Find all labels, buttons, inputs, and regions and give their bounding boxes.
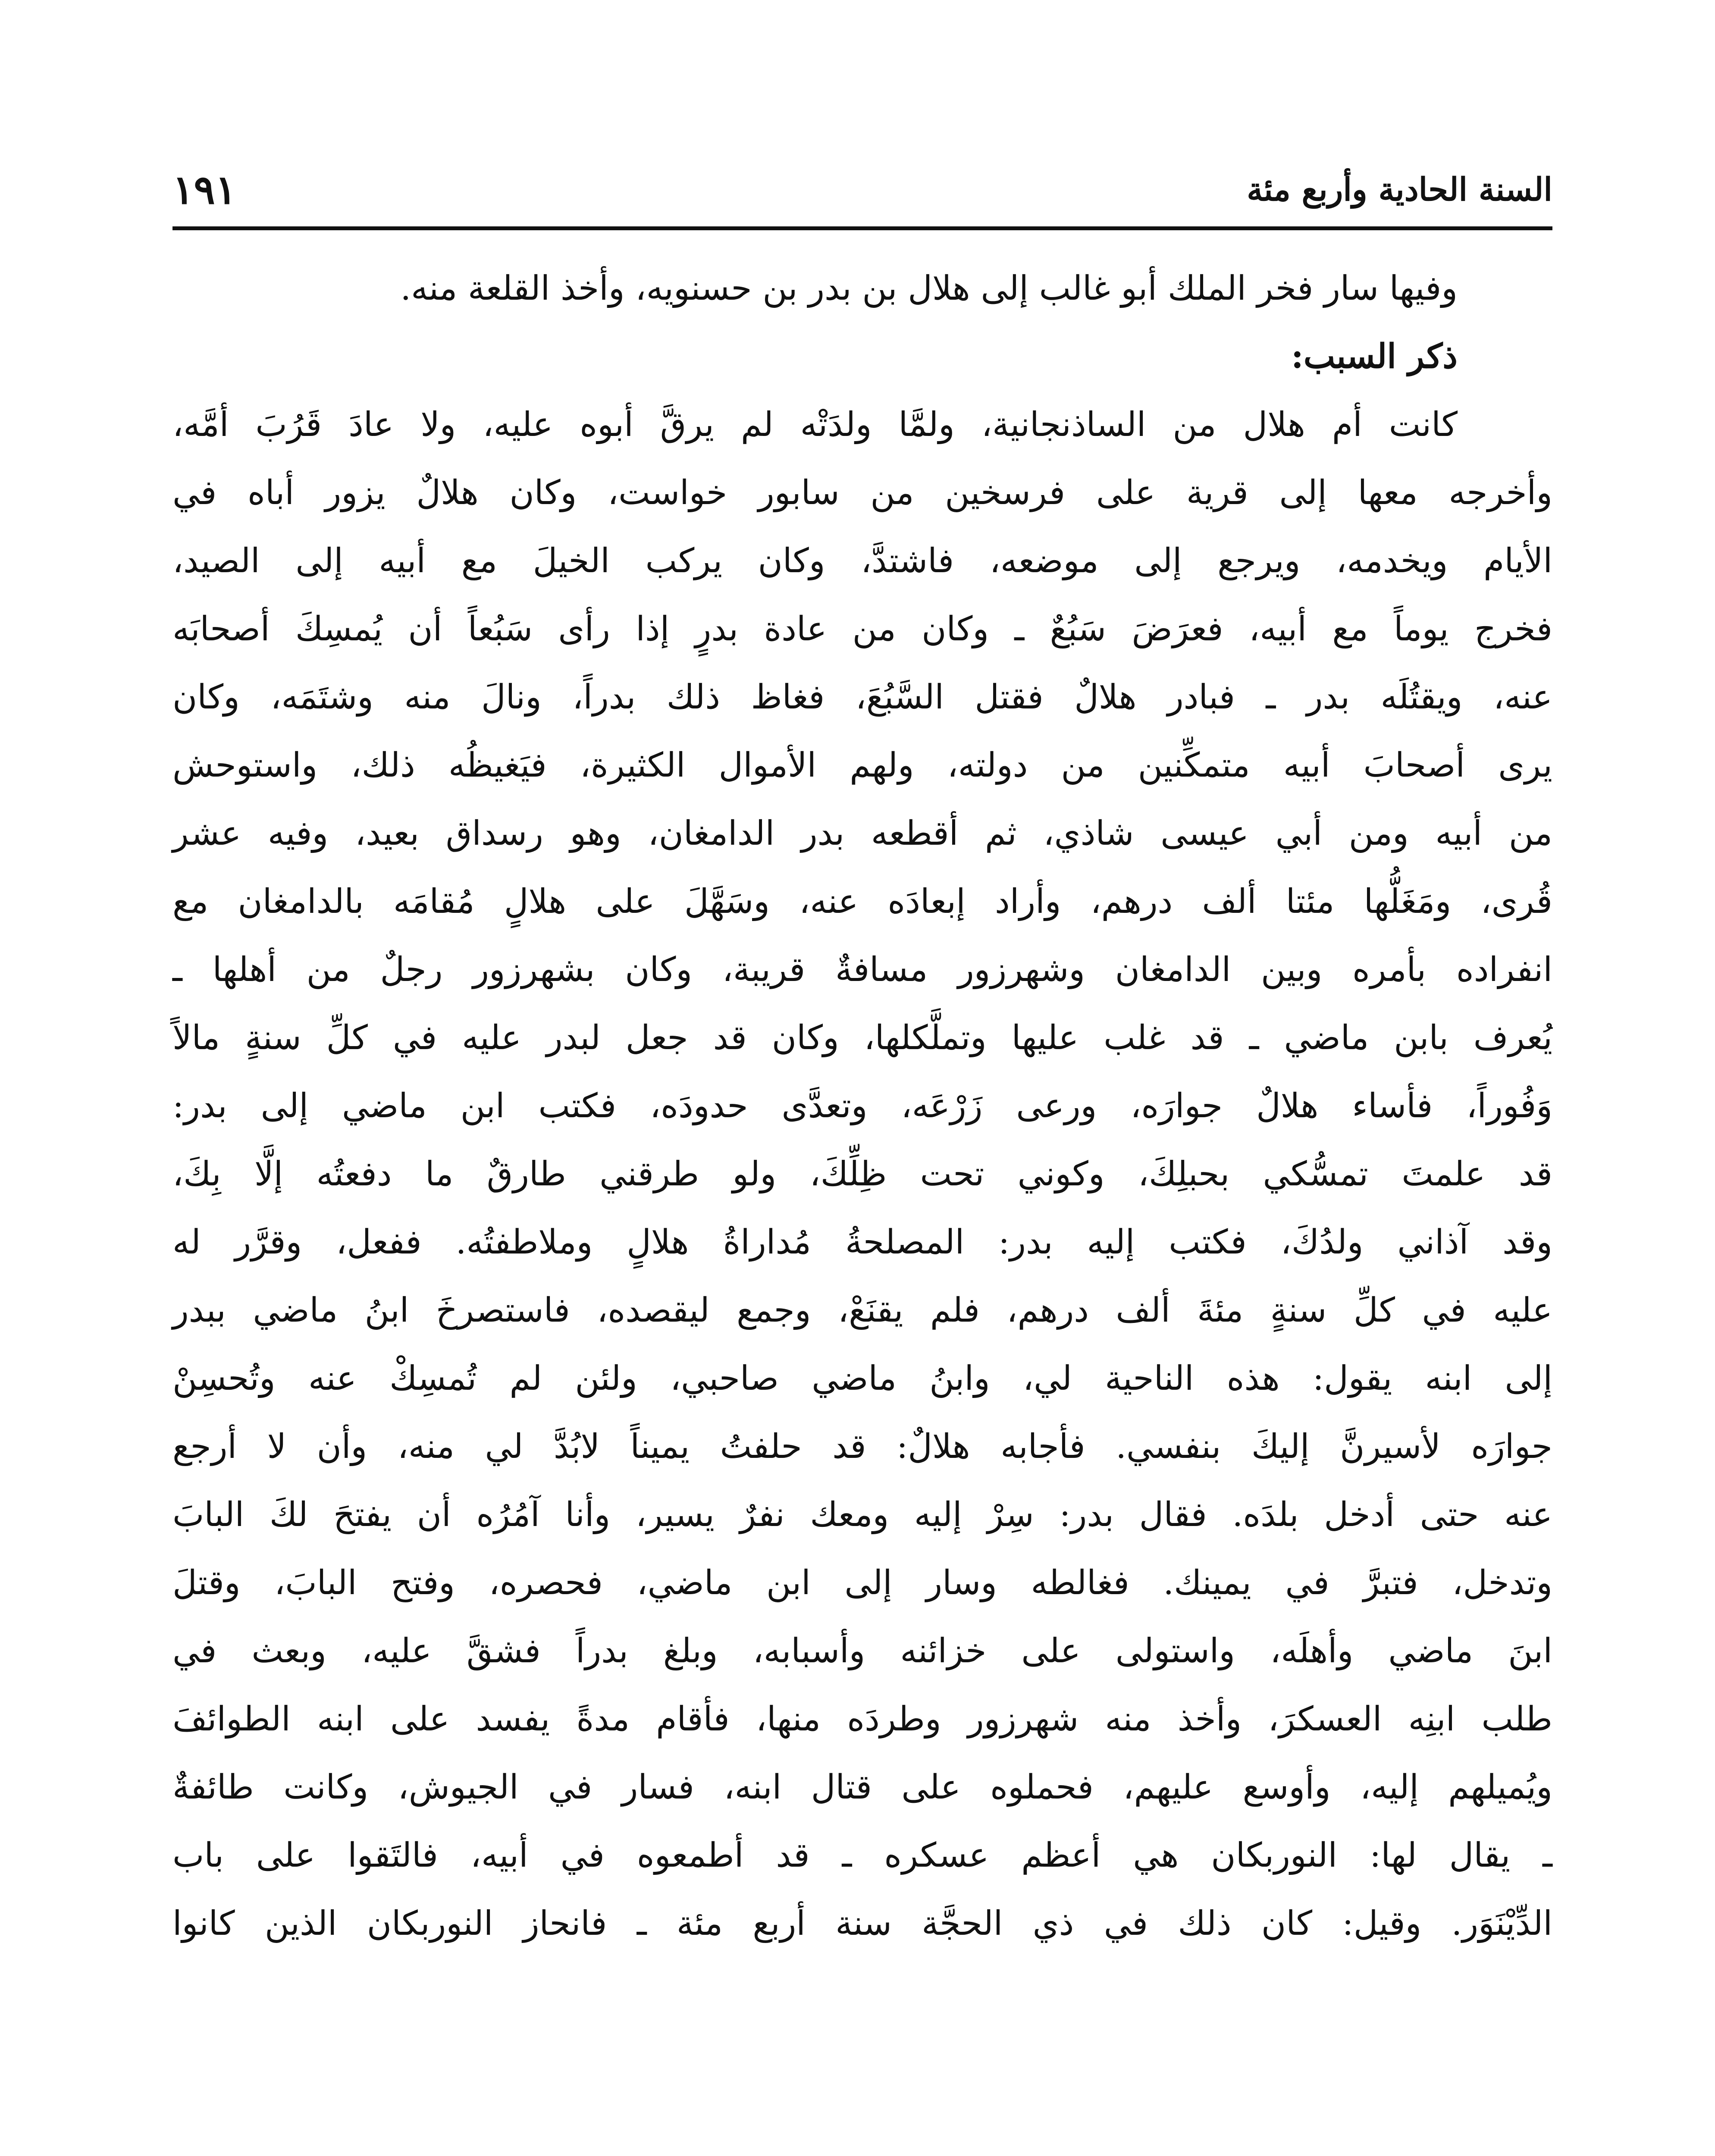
text-line: يرى أصحابَ أبيه متمكِّنين من دولته، ولهم الأموال الكثيرة، فيَغيظُه ذلك، واستوحش [172,746,1552,785]
text-line: طلب ابنِه العسكرَ، وأخذ منه شهرزور وطردَه منها، فأقام مدةً يفسد على ابنه الطوائفَ [172,1700,1552,1739]
text-line: وقد آذاني ولدُكَ، فكتب إليه بدر: المصلحةُ مُداراةُ هلالٍ وملاطفتُه. ففعل، وقرَّر له [172,1223,1552,1262]
text-line: إلى ابنه يقول: هذه الناحية لي، وابنُ ماضي صاحبي، ولئن لم تُمسِكْ عنه وتُحسِنْ [172,1359,1552,1398]
text-line: وَفُوراً، فأساء هلالٌ جوارَه، ورعى زَرْعَه، وتعدَّى حدودَه، فكتب ابن ماضي إلى بدر: [172,1087,1552,1125]
text-line: قُرى، ومَغَلُّها مئتا ألف درهم، وأراد إبعادَه عنه، وسَهَّلَ على هلالٍ مُقامَه بالدامغان مع [172,882,1552,921]
text-line: ـ يقال لها: النوربكان هي أعظم عسكره ـ قد أطمعوه في أبيه، فالتَقوا على باب [172,1836,1552,1875]
text-line: يُعرف بابن ماضي ـ قد غلب عليها وتملَّكلها، وكان قد جعل لبدر عليه في كلِّ سنةٍ مالاً [172,1018,1552,1057]
text-line: وأخرجه معها إلى قرية على فرسخين من سابور خواست، وكان هلالٌ يزور أباه في [172,473,1552,512]
book-page [172,0,1552,2156]
header-divider [172,226,1552,230]
running-title: السنة الحادية وأربع مئة [1247,171,1552,208]
section-heading: ذكر السبب: [1291,337,1458,376]
text-line: ويُميلهم إليه، وأوسع عليهم، فحملوه على قتال ابنه، فسار في الجيوش، وكانت طائفةٌ [172,1768,1552,1807]
text-line: انفراده بأمره وبين الدامغان وشهرزور مسافةٌ قريبة، وكان بشهرزور رجلٌ من أهلها ـ [172,950,1552,989]
text-line: كانت أم هلال من الساذنجانية، ولمَّا ولدَتْه لم يرقَّ أبوه عليه، ولا عادَ قَرُبَ أمَّه، [172,405,1458,444]
text-line: الأيام ويخدمه، ويرجع إلى موضعه، فاشتدَّ، وكان يركب الخيلَ مع أبيه إلى الصيد، [172,542,1552,580]
text-line: قد علمتَ تمسُّكي بحبلِكَ، وكوني تحت ظِلِّكَ، ولو طرقني طارقٌ ما دفعتُه إلَّا بِكَ، [172,1155,1552,1194]
text-line: الدِّيْنَوَر. وقيل: كان ذلك في ذي الحجَّة سنة أربع مئة ـ فانحاز النوربكان الذين كانوا [172,1904,1552,1943]
page-number: ١٩١ [172,166,237,213]
text-line: عليه في كلِّ سنةٍ مئةَ ألف درهم، فلم يقنَعْ، وجمع ليقصده، فاستصرخَ ابنُ ماضي ببدر [172,1291,1552,1330]
text-line: من أبيه ومن أبي عيسى شاذي، ثم أقطعه بدر الدامغان، وهو رسداق بعيد، وفيه عشر [172,814,1552,853]
text-line: عنه حتى أدخل بلدَه. فقال بدر: سِرْ إليه ومعك نفرٌ يسير، وأنا آمُرُه أن يفتحَ لكَ البابَ [172,1495,1552,1534]
text-line: فخرج يوماً مع أبيه، فعرَضَ سَبُعٌ ـ وكان من عادة بدرٍ إذا رأى سَبُعاً أن يُمسِكَ أصحابَه [172,610,1552,649]
text-line: جوارَه لأسيرنَّ إليكَ بنفسي. فأجابه هلالٌ: قد حلفتُ يميناً لابُدَّ لي منه، وأن لا أرجع [172,1427,1552,1466]
text-line: وتدخل، فتبرَّ في يمينك. فغالطه وسار إلى ابن ماضي، فحصره، وفتح البابَ، وقتلَ [172,1564,1552,1602]
body-text [172,254,1552,1958]
text-line: وفيها سار فخر الملك أبو غالب إلى هلال بن بدر بن حسنويه، وأخذ القلعة منه. [400,269,1458,308]
text-line: عنه، ويقتُلَه بدر ـ فبادر هلالٌ فقتل السَّبُعَ، فغاظ ذلك بدراً، ونالَ منه وشتَمَه، وكان [172,678,1552,717]
running-header [172,160,1552,220]
text-line: ابنَ ماضي وأهلَه، واستولى على خزائنه وأسبابه، وبلغ بدراً فشقَّ عليه، وبعث في [172,1632,1552,1670]
